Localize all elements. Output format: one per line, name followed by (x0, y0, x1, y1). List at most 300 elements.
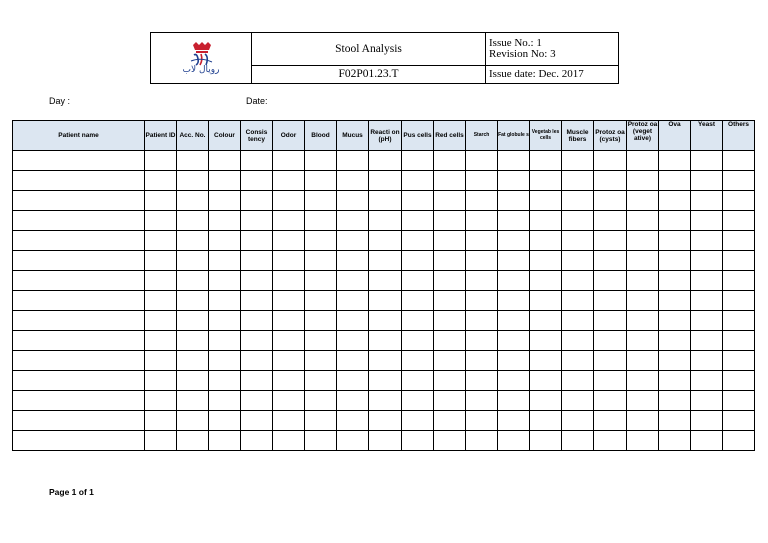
table-cell[interactable] (337, 251, 369, 271)
table-cell[interactable] (691, 151, 723, 171)
table-cell[interactable] (562, 331, 594, 351)
table-cell[interactable] (594, 411, 627, 431)
table-cell[interactable] (466, 351, 498, 371)
table-cell[interactable] (466, 431, 498, 451)
table-cell[interactable] (402, 271, 434, 291)
table-cell[interactable] (594, 391, 627, 411)
table-cell[interactable] (145, 291, 177, 311)
table-cell[interactable] (337, 431, 369, 451)
table-cell[interactable] (209, 171, 241, 191)
table-cell[interactable] (691, 331, 723, 351)
table-cell[interactable] (13, 191, 145, 211)
table-cell[interactable] (723, 171, 755, 191)
table-cell[interactable] (177, 351, 209, 371)
table-cell[interactable] (498, 151, 530, 171)
table-cell[interactable] (369, 331, 402, 351)
table-cell[interactable] (434, 271, 466, 291)
table-cell[interactable] (562, 351, 594, 371)
table-cell[interactable] (434, 351, 466, 371)
table-cell[interactable] (402, 351, 434, 371)
table-cell[interactable] (177, 391, 209, 411)
table-cell[interactable] (627, 151, 659, 171)
table-cell[interactable] (177, 411, 209, 431)
table-cell[interactable] (241, 171, 273, 191)
table-cell[interactable] (723, 331, 755, 351)
table-cell[interactable] (434, 371, 466, 391)
table-cell[interactable] (434, 311, 466, 331)
table-cell[interactable] (498, 371, 530, 391)
table-cell[interactable] (723, 231, 755, 251)
table-cell[interactable] (498, 211, 530, 231)
table-cell[interactable] (723, 291, 755, 311)
table-cell[interactable] (530, 331, 562, 351)
table-cell[interactable] (434, 231, 466, 251)
table-cell[interactable] (273, 431, 305, 451)
table-cell[interactable] (337, 371, 369, 391)
table-cell[interactable] (337, 271, 369, 291)
table-cell[interactable] (498, 391, 530, 411)
table-cell[interactable] (273, 231, 305, 251)
table-cell[interactable] (369, 231, 402, 251)
table-cell[interactable] (305, 151, 337, 171)
table-cell[interactable] (241, 331, 273, 351)
table-cell[interactable] (369, 171, 402, 191)
table-cell[interactable] (659, 171, 691, 191)
table-cell[interactable] (723, 371, 755, 391)
table-cell[interactable] (466, 411, 498, 431)
table-cell[interactable] (13, 431, 145, 451)
table-cell[interactable] (723, 271, 755, 291)
table-cell[interactable] (498, 191, 530, 211)
table-cell[interactable] (530, 171, 562, 191)
table-cell[interactable] (530, 371, 562, 391)
table-cell[interactable] (562, 151, 594, 171)
table-cell[interactable] (209, 211, 241, 231)
table-cell[interactable] (466, 151, 498, 171)
table-cell[interactable] (723, 251, 755, 271)
table-cell[interactable] (659, 411, 691, 431)
table-cell[interactable] (498, 311, 530, 331)
table-cell[interactable] (562, 231, 594, 251)
table-cell[interactable] (659, 231, 691, 251)
table-cell[interactable] (369, 351, 402, 371)
table-cell[interactable] (466, 311, 498, 331)
table-cell[interactable] (498, 251, 530, 271)
table-cell[interactable] (562, 271, 594, 291)
table-cell[interactable] (402, 231, 434, 251)
table-cell[interactable] (241, 151, 273, 171)
table-cell[interactable] (209, 311, 241, 331)
table-cell[interactable] (691, 431, 723, 451)
table-cell[interactable] (273, 211, 305, 231)
table-cell[interactable] (434, 431, 466, 451)
table-cell[interactable] (530, 311, 562, 331)
table-cell[interactable] (273, 331, 305, 351)
table-cell[interactable] (691, 271, 723, 291)
table-cell[interactable] (145, 431, 177, 451)
table-cell[interactable] (434, 291, 466, 311)
table-cell[interactable] (562, 191, 594, 211)
table-cell[interactable] (659, 151, 691, 171)
table-cell[interactable] (209, 351, 241, 371)
table-cell[interactable] (177, 431, 209, 451)
table-cell[interactable] (13, 411, 145, 431)
table-cell[interactable] (369, 291, 402, 311)
table-cell[interactable] (498, 431, 530, 451)
table-cell[interactable] (466, 231, 498, 251)
table-cell[interactable] (434, 151, 466, 171)
table-cell[interactable] (402, 411, 434, 431)
table-cell[interactable] (13, 211, 145, 231)
table-cell[interactable] (530, 291, 562, 311)
table-cell[interactable] (562, 431, 594, 451)
table-cell[interactable] (145, 391, 177, 411)
table-cell[interactable] (627, 251, 659, 271)
table-cell[interactable] (209, 151, 241, 171)
table-cell[interactable] (466, 171, 498, 191)
table-cell[interactable] (659, 251, 691, 271)
table-cell[interactable] (305, 331, 337, 351)
table-cell[interactable] (530, 431, 562, 451)
table-cell[interactable] (305, 171, 337, 191)
table-cell[interactable] (241, 211, 273, 231)
table-cell[interactable] (209, 191, 241, 211)
table-cell[interactable] (337, 311, 369, 331)
table-cell[interactable] (305, 391, 337, 411)
table-cell[interactable] (594, 211, 627, 231)
table-cell[interactable] (369, 391, 402, 411)
table-cell[interactable] (241, 291, 273, 311)
table-cell[interactable] (659, 291, 691, 311)
table-cell[interactable] (594, 151, 627, 171)
table-cell[interactable] (305, 211, 337, 231)
table-cell[interactable] (369, 271, 402, 291)
table-cell[interactable] (337, 231, 369, 251)
table-cell[interactable] (13, 251, 145, 271)
table-cell[interactable] (627, 391, 659, 411)
table-cell[interactable] (562, 171, 594, 191)
table-cell[interactable] (337, 291, 369, 311)
table-cell[interactable] (209, 291, 241, 311)
table-cell[interactable] (177, 271, 209, 291)
table-cell[interactable] (13, 151, 145, 171)
table-cell[interactable] (177, 151, 209, 171)
table-cell[interactable] (562, 311, 594, 331)
table-cell[interactable] (337, 171, 369, 191)
table-cell[interactable] (273, 251, 305, 271)
table-cell[interactable] (466, 191, 498, 211)
table-cell[interactable] (241, 231, 273, 251)
table-cell[interactable] (659, 351, 691, 371)
table-cell[interactable] (434, 191, 466, 211)
table-cell[interactable] (241, 351, 273, 371)
table-cell[interactable] (305, 411, 337, 431)
table-cell[interactable] (594, 231, 627, 251)
table-cell[interactable] (691, 411, 723, 431)
table-cell[interactable] (498, 351, 530, 371)
table-cell[interactable] (273, 171, 305, 191)
table-cell[interactable] (177, 251, 209, 271)
table-cell[interactable] (209, 431, 241, 451)
table-cell[interactable] (691, 351, 723, 371)
table-cell[interactable] (209, 271, 241, 291)
table-cell[interactable] (434, 171, 466, 191)
table-cell[interactable] (723, 351, 755, 371)
table-cell[interactable] (594, 331, 627, 351)
table-cell[interactable] (337, 351, 369, 371)
table-cell[interactable] (691, 231, 723, 251)
table-cell[interactable] (723, 411, 755, 431)
table-cell[interactable] (498, 271, 530, 291)
table-cell[interactable] (434, 251, 466, 271)
table-cell[interactable] (498, 231, 530, 251)
table-cell[interactable] (723, 191, 755, 211)
table-cell[interactable] (145, 411, 177, 431)
table-cell[interactable] (337, 411, 369, 431)
table-cell[interactable] (369, 211, 402, 231)
table-cell[interactable] (177, 191, 209, 211)
table-cell[interactable] (209, 331, 241, 351)
table-cell[interactable] (177, 231, 209, 251)
table-cell[interactable] (241, 251, 273, 271)
table-cell[interactable] (402, 431, 434, 451)
table-cell[interactable] (369, 371, 402, 391)
table-cell[interactable] (177, 311, 209, 331)
table-cell[interactable] (659, 431, 691, 451)
table-cell[interactable] (627, 431, 659, 451)
table-cell[interactable] (594, 251, 627, 271)
table-cell[interactable] (691, 291, 723, 311)
table-cell[interactable] (466, 331, 498, 351)
table-cell[interactable] (723, 431, 755, 451)
table-cell[interactable] (659, 311, 691, 331)
table-cell[interactable] (209, 411, 241, 431)
table-cell[interactable] (723, 391, 755, 411)
table-cell[interactable] (627, 331, 659, 351)
table-cell[interactable] (594, 171, 627, 191)
table-cell[interactable] (13, 391, 145, 411)
table-cell[interactable] (13, 171, 145, 191)
table-cell[interactable] (241, 191, 273, 211)
table-cell[interactable] (337, 151, 369, 171)
table-cell[interactable] (723, 151, 755, 171)
table-cell[interactable] (13, 311, 145, 331)
table-cell[interactable] (209, 231, 241, 251)
table-cell[interactable] (273, 191, 305, 211)
table-cell[interactable] (337, 391, 369, 411)
table-cell[interactable] (337, 331, 369, 351)
table-cell[interactable] (241, 411, 273, 431)
table-cell[interactable] (305, 311, 337, 331)
table-cell[interactable] (691, 211, 723, 231)
table-cell[interactable] (691, 171, 723, 191)
table-cell[interactable] (273, 411, 305, 431)
table-cell[interactable] (594, 291, 627, 311)
table-cell[interactable] (562, 411, 594, 431)
table-cell[interactable] (594, 311, 627, 331)
table-cell[interactable] (530, 151, 562, 171)
table-cell[interactable] (594, 191, 627, 211)
table-cell[interactable] (530, 251, 562, 271)
table-cell[interactable] (659, 191, 691, 211)
table-cell[interactable] (13, 371, 145, 391)
table-cell[interactable] (402, 211, 434, 231)
table-cell[interactable] (627, 351, 659, 371)
table-cell[interactable] (691, 311, 723, 331)
table-cell[interactable] (402, 151, 434, 171)
table-cell[interactable] (562, 371, 594, 391)
table-cell[interactable] (562, 391, 594, 411)
table-cell[interactable] (466, 291, 498, 311)
table-cell[interactable] (627, 411, 659, 431)
table-cell[interactable] (337, 191, 369, 211)
table-cell[interactable] (627, 171, 659, 191)
table-cell[interactable] (498, 331, 530, 351)
table-cell[interactable] (305, 431, 337, 451)
table-cell[interactable] (13, 331, 145, 351)
table-cell[interactable] (434, 391, 466, 411)
table-cell[interactable] (466, 211, 498, 231)
table-cell[interactable] (562, 251, 594, 271)
table-cell[interactable] (13, 231, 145, 251)
table-cell[interactable] (723, 211, 755, 231)
table-cell[interactable] (337, 211, 369, 231)
table-cell[interactable] (273, 271, 305, 291)
table-cell[interactable] (273, 291, 305, 311)
table-cell[interactable] (627, 311, 659, 331)
table-cell[interactable] (209, 391, 241, 411)
table-cell[interactable] (241, 311, 273, 331)
table-cell[interactable] (594, 371, 627, 391)
table-cell[interactable] (530, 391, 562, 411)
table-cell[interactable] (434, 331, 466, 351)
table-cell[interactable] (145, 271, 177, 291)
table-cell[interactable] (466, 371, 498, 391)
table-cell[interactable] (402, 331, 434, 351)
table-cell[interactable] (369, 251, 402, 271)
table-cell[interactable] (177, 371, 209, 391)
table-cell[interactable] (498, 291, 530, 311)
table-cell[interactable] (466, 391, 498, 411)
table-cell[interactable] (145, 251, 177, 271)
table-cell[interactable] (691, 191, 723, 211)
table-cell[interactable] (498, 171, 530, 191)
table-cell[interactable] (466, 271, 498, 291)
table-cell[interactable] (145, 231, 177, 251)
table-cell[interactable] (627, 191, 659, 211)
table-cell[interactable] (369, 411, 402, 431)
table-cell[interactable] (594, 351, 627, 371)
table-cell[interactable] (402, 291, 434, 311)
table-cell[interactable] (273, 351, 305, 371)
table-cell[interactable] (530, 231, 562, 251)
table-cell[interactable] (434, 411, 466, 431)
table-cell[interactable] (305, 271, 337, 291)
table-cell[interactable] (13, 291, 145, 311)
table-cell[interactable] (145, 311, 177, 331)
table-cell[interactable] (369, 191, 402, 211)
table-cell[interactable] (13, 271, 145, 291)
table-cell[interactable] (594, 431, 627, 451)
table-cell[interactable] (627, 211, 659, 231)
table-cell[interactable] (177, 171, 209, 191)
table-cell[interactable] (659, 211, 691, 231)
table-cell[interactable] (145, 331, 177, 351)
table-cell[interactable] (13, 351, 145, 371)
table-cell[interactable] (369, 431, 402, 451)
table-cell[interactable] (177, 291, 209, 311)
table-cell[interactable] (305, 191, 337, 211)
table-cell[interactable] (594, 271, 627, 291)
table-cell[interactable] (402, 171, 434, 191)
table-cell[interactable] (177, 331, 209, 351)
table-cell[interactable] (273, 311, 305, 331)
table-cell[interactable] (241, 371, 273, 391)
table-cell[interactable] (273, 151, 305, 171)
table-cell[interactable] (627, 291, 659, 311)
table-cell[interactable] (369, 311, 402, 331)
table-cell[interactable] (369, 151, 402, 171)
table-cell[interactable] (723, 311, 755, 331)
table-cell[interactable] (305, 231, 337, 251)
table-cell[interactable] (691, 391, 723, 411)
table-cell[interactable] (273, 391, 305, 411)
table-cell[interactable] (530, 351, 562, 371)
table-cell[interactable] (177, 211, 209, 231)
table-cell[interactable] (530, 191, 562, 211)
table-cell[interactable] (145, 151, 177, 171)
table-cell[interactable] (305, 251, 337, 271)
table-cell[interactable] (241, 431, 273, 451)
table-cell[interactable] (659, 271, 691, 291)
table-cell[interactable] (305, 291, 337, 311)
table-cell[interactable] (498, 411, 530, 431)
table-cell[interactable] (145, 211, 177, 231)
table-cell[interactable] (530, 211, 562, 231)
table-cell[interactable] (434, 211, 466, 231)
table-cell[interactable] (209, 251, 241, 271)
table-cell[interactable] (145, 171, 177, 191)
table-cell[interactable] (659, 371, 691, 391)
table-cell[interactable] (305, 351, 337, 371)
table-cell[interactable] (691, 371, 723, 391)
table-cell[interactable] (402, 311, 434, 331)
table-cell[interactable] (627, 271, 659, 291)
table-cell[interactable] (402, 251, 434, 271)
table-cell[interactable] (273, 371, 305, 391)
table-cell[interactable] (627, 371, 659, 391)
table-cell[interactable] (402, 391, 434, 411)
table-cell[interactable] (659, 331, 691, 351)
table-cell[interactable] (659, 391, 691, 411)
table-cell[interactable] (145, 351, 177, 371)
table-cell[interactable] (145, 371, 177, 391)
table-cell[interactable] (402, 191, 434, 211)
table-cell[interactable] (562, 291, 594, 311)
table-cell[interactable] (530, 411, 562, 431)
table-cell[interactable] (530, 271, 562, 291)
table-cell[interactable] (241, 391, 273, 411)
table-cell[interactable] (209, 371, 241, 391)
table-cell[interactable] (627, 231, 659, 251)
table-cell[interactable] (691, 251, 723, 271)
table-cell[interactable] (145, 191, 177, 211)
table-cell[interactable] (466, 251, 498, 271)
table-cell[interactable] (402, 371, 434, 391)
table-cell[interactable] (562, 211, 594, 231)
table-cell[interactable] (305, 371, 337, 391)
table-cell[interactable] (241, 271, 273, 291)
